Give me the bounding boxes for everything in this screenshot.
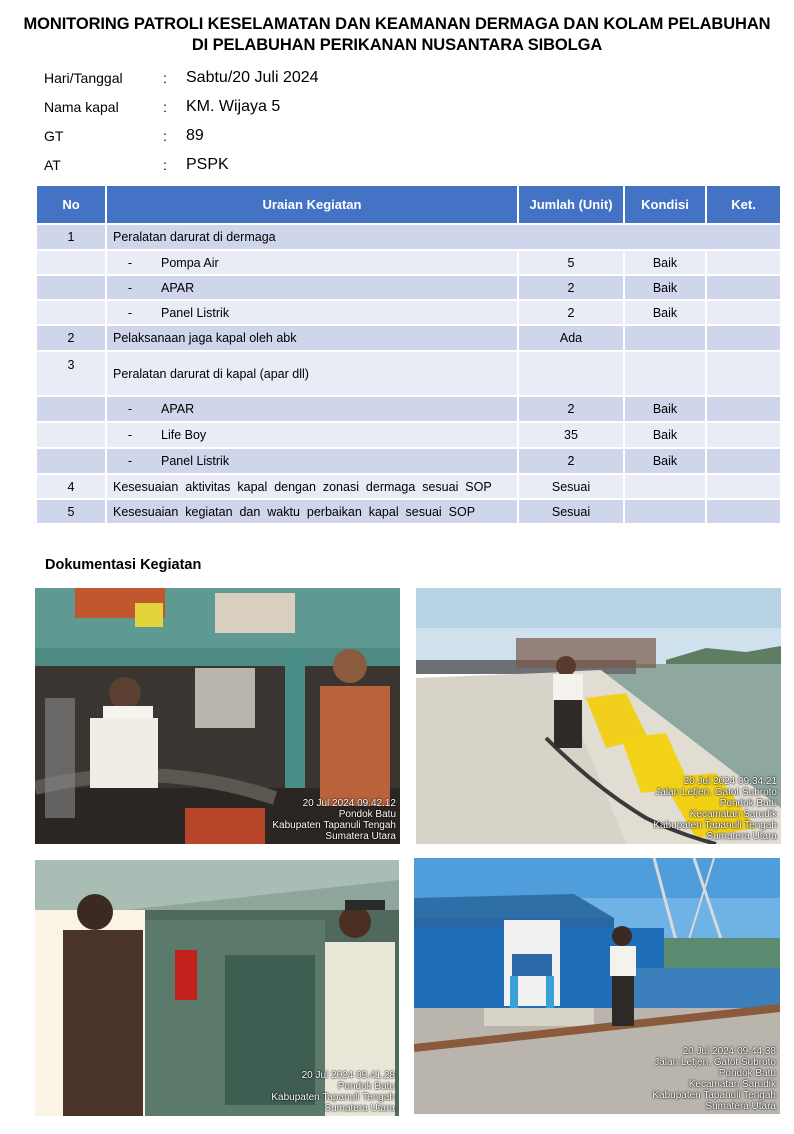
- stamp-line: Kabupaten Tapanuli Tengah: [653, 820, 777, 831]
- cell-uraian: Kesesuaian kegiatan dan waktu perbaikan kapal sesuai SOP: [106, 499, 518, 524]
- cell-ket: [706, 351, 781, 396]
- cell-uraian: Kesesuaian aktivitas kapal dengan zonasi dermaga sesuai SOP: [106, 474, 518, 499]
- cell-no: [36, 422, 106, 448]
- table-row: [36, 396, 781, 422]
- header-uraian: Uraian Kegiatan: [106, 185, 518, 224]
- stamp-line: Sumatera Utara: [324, 1103, 395, 1114]
- stamp-timestamp: 20 Jul 2024 09.34.21: [683, 776, 777, 787]
- stamp-timestamp: 20 Jul 2024 09.44.38: [682, 1046, 776, 1057]
- photo-4-stamp: [652, 1046, 776, 1112]
- cell-kondisi: Baik: [624, 300, 706, 325]
- cell-ket: [706, 250, 781, 275]
- stamp-line: Jalan Letjen. Gatot Subroto: [654, 1057, 776, 1068]
- dash-marker: -: [127, 305, 133, 320]
- table-row: [36, 499, 781, 524]
- info-colon: :: [163, 128, 167, 144]
- header-no: No: [36, 185, 106, 224]
- info-colon: :: [163, 99, 167, 115]
- stamp-line: Pondok Batu: [338, 809, 396, 820]
- sub-item-label: Life Boy: [161, 428, 207, 442]
- stamp-line: Pondok Batu: [718, 1068, 776, 1079]
- cell-kondisi: [624, 325, 706, 351]
- cell-ket: [706, 396, 781, 422]
- page-title: [0, 14, 794, 56]
- stamp-line: Kabupaten Tapanuli Tengah: [272, 820, 396, 831]
- cell-ket: [706, 300, 781, 325]
- cell-jumlah: Sesuai: [518, 474, 624, 499]
- cell-no: 1: [36, 224, 106, 250]
- cell-uraian: Peralatan darurat di kapal (apar dll): [106, 351, 518, 396]
- cell-jumlah: Ada: [518, 325, 624, 351]
- dash-marker: -: [127, 402, 133, 416]
- cell-ket: [706, 474, 781, 499]
- stamp-line: Kabupaten Tapanuli Tengah: [652, 1090, 776, 1101]
- stamp-line: Pondok Batu: [719, 798, 777, 809]
- cell-kondisi: Baik: [624, 250, 706, 275]
- table-row: [36, 474, 781, 499]
- dash-marker: -: [127, 454, 133, 468]
- cell-no: [36, 275, 106, 300]
- stamp-line: Kabupaten Tapanuli Tengah: [271, 1092, 395, 1103]
- stamp-line: Kecamatan Sarudik: [688, 1079, 776, 1090]
- activity-table: [35, 184, 782, 525]
- cell-uraian: Pelaksanaan jaga kapal oleh abk: [106, 325, 518, 351]
- photo-3-stamp: [271, 1070, 395, 1114]
- stamp-line: Kecamatan Sarudik: [689, 809, 777, 820]
- header-jumlah: Jumlah (Unit): [518, 185, 624, 224]
- info-label: Hari/Tanggal: [44, 70, 123, 86]
- table-row: [36, 448, 781, 474]
- cell-no: [36, 300, 106, 325]
- cell-jumlah: 2: [518, 300, 624, 325]
- cell-ket: [706, 422, 781, 448]
- photo-1: [35, 588, 400, 844]
- stamp-line: Jalan Letjen. Gatot Subroto: [655, 787, 777, 798]
- photo-1-stamp: [272, 798, 396, 842]
- title-line-1: MONITORING PATROLI KESELAMATAN DAN KEAMANAN DERMAGA DAN KOLAM PELABUHAN: [23, 15, 771, 33]
- cell-uraian: Peralatan darurat di dermaga: [106, 224, 781, 250]
- sub-item-label: APAR: [161, 280, 195, 295]
- cell-kondisi: Baik: [624, 422, 706, 448]
- table-row: [36, 224, 781, 250]
- photo-4: [414, 858, 780, 1114]
- cell-no: [36, 448, 106, 474]
- info-value: KM. Wijaya 5: [186, 98, 281, 115]
- cell-uraian: [106, 448, 518, 474]
- cell-uraian: [106, 422, 518, 448]
- cell-no: 3: [36, 351, 106, 396]
- cell-jumlah: 2: [518, 275, 624, 300]
- stamp-timestamp: 20 Jul 2024 09.41.28: [301, 1070, 395, 1081]
- info-colon: :: [163, 70, 167, 86]
- dash-marker: -: [127, 428, 133, 442]
- cell-no: 2: [36, 325, 106, 351]
- documentation-heading: Dokumentasi Kegiatan: [45, 557, 202, 573]
- cell-kondisi: Baik: [624, 396, 706, 422]
- cell-ket: [706, 325, 781, 351]
- cell-no: 5: [36, 499, 106, 524]
- info-value: 89: [186, 127, 204, 144]
- cell-uraian: [106, 250, 518, 275]
- cell-uraian: [106, 396, 518, 422]
- sub-item-label: Panel Listrik: [161, 305, 230, 320]
- table-row: [36, 250, 781, 275]
- cell-kondisi: [624, 499, 706, 524]
- info-colon: :: [163, 157, 167, 173]
- info-label: Nama kapal: [44, 99, 119, 115]
- info-value: Sabtu/20 Juli 2024: [186, 69, 319, 86]
- table-row: [36, 422, 781, 448]
- stamp-line: Sumatera Utara: [325, 831, 396, 842]
- dash-marker: -: [127, 280, 133, 295]
- cell-ket: [706, 275, 781, 300]
- cell-jumlah: 35: [518, 422, 624, 448]
- table-row: [36, 300, 781, 325]
- photo-2: [416, 588, 781, 844]
- cell-uraian: [106, 275, 518, 300]
- header-kondisi: Kondisi: [624, 185, 706, 224]
- cell-jumlah: 2: [518, 396, 624, 422]
- cell-jumlah: Sesuai: [518, 499, 624, 524]
- cell-no: [36, 250, 106, 275]
- table-header-row: [36, 185, 781, 224]
- info-label: GT: [44, 128, 64, 144]
- info-label: AT: [44, 157, 61, 173]
- table-row: [36, 351, 781, 396]
- cell-uraian: [106, 300, 518, 325]
- cell-kondisi: Baik: [624, 275, 706, 300]
- stamp-line: Sumatera Utara: [706, 831, 777, 842]
- cell-kondisi: Baik: [624, 448, 706, 474]
- cell-ket: [706, 448, 781, 474]
- sub-item-label: APAR: [161, 402, 195, 416]
- cell-no: [36, 396, 106, 422]
- cell-kondisi: [624, 351, 706, 396]
- stamp-line: Sumatera Utara: [705, 1101, 776, 1112]
- photo-2-stamp: [653, 776, 777, 842]
- title-line-2: DI PELABUHAN PERIKANAN NUSANTARA SIBOLGA: [191, 36, 603, 54]
- stamp-timestamp: 20 Jul 2024 09.42.12: [302, 798, 396, 809]
- cell-kondisi: [624, 474, 706, 499]
- photo-3: [35, 860, 399, 1116]
- cell-jumlah: 5: [518, 250, 624, 275]
- info-value: PSPK: [186, 156, 229, 173]
- cell-jumlah: [518, 351, 624, 396]
- table-row: [36, 325, 781, 351]
- sub-item-label: Pompa Air: [161, 255, 219, 270]
- stamp-line: Pondok Batu: [337, 1081, 395, 1092]
- dash-marker: -: [127, 255, 133, 270]
- cell-no: 4: [36, 474, 106, 499]
- sub-item-label: Panel Listrik: [161, 454, 230, 468]
- table-row: [36, 275, 781, 300]
- header-ket: Ket.: [706, 185, 781, 224]
- cell-jumlah: 2: [518, 448, 624, 474]
- cell-ket: [706, 499, 781, 524]
